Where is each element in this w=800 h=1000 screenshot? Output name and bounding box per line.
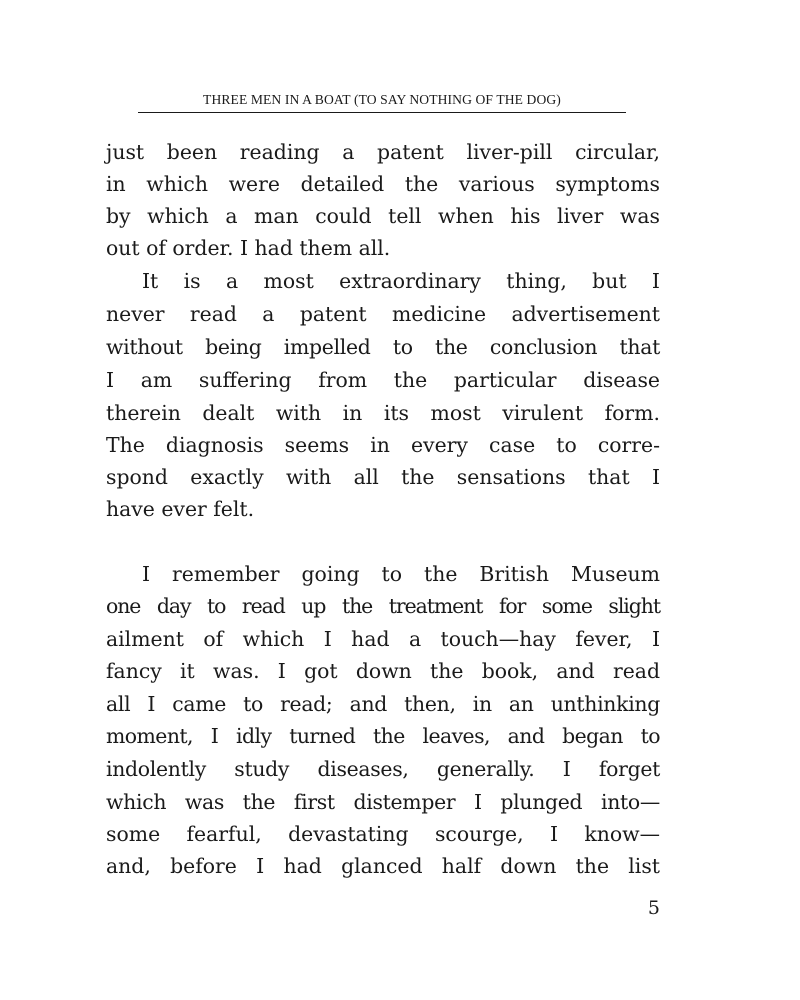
text-line: some fearful, devastating scourge, I know— <box>106 822 660 846</box>
text-line: just been reading a patent liver-pill circular, <box>106 140 660 164</box>
running-head: THREE MEN IN A BOAT (TO SAY NOTHING OF THE DOG) <box>203 92 561 107</box>
text-line: fancy it was. I got down the book, and read <box>106 659 660 683</box>
text-line: indolently study diseases, generally. I forget <box>106 757 660 781</box>
text-line: have ever felt. <box>106 497 255 521</box>
text-line: one day to read up the treatment for some slight <box>106 594 660 618</box>
text-line: moment, I idly turned the leaves, and began to <box>106 724 660 748</box>
text-line: without being impelled to the conclusion that <box>106 335 660 359</box>
header-rule <box>138 112 626 113</box>
text-line: out of order. I had them all. <box>106 236 391 260</box>
text-line: ailment of which I had a touch—hay fever, I <box>106 627 660 651</box>
text-line: I remember going to the British Museum <box>142 562 660 586</box>
text-line: I am suffering from the particular disease <box>106 368 660 392</box>
text-line: in which were detailed the various symptoms <box>106 172 660 196</box>
text-line: all I came to read; and then, in an unthinking <box>106 692 660 716</box>
text-line: The diagnosis seems in every case to corre- <box>106 433 660 457</box>
text-line: which was the first distemper I plunged into— <box>106 790 660 814</box>
text-line: never read a patent medicine advertisement <box>106 302 660 326</box>
text-line: therein dealt with in its most virulent form. <box>106 401 660 425</box>
text-line: and, before I had glanced half down the list <box>106 854 660 878</box>
text-line: by which a man could tell when his liver was <box>106 204 660 228</box>
text-line: spond exactly with all the sensations that I <box>106 465 660 489</box>
text-line: It is a most extraordinary thing, but I <box>142 269 660 293</box>
page-number: 5 <box>647 897 660 919</box>
